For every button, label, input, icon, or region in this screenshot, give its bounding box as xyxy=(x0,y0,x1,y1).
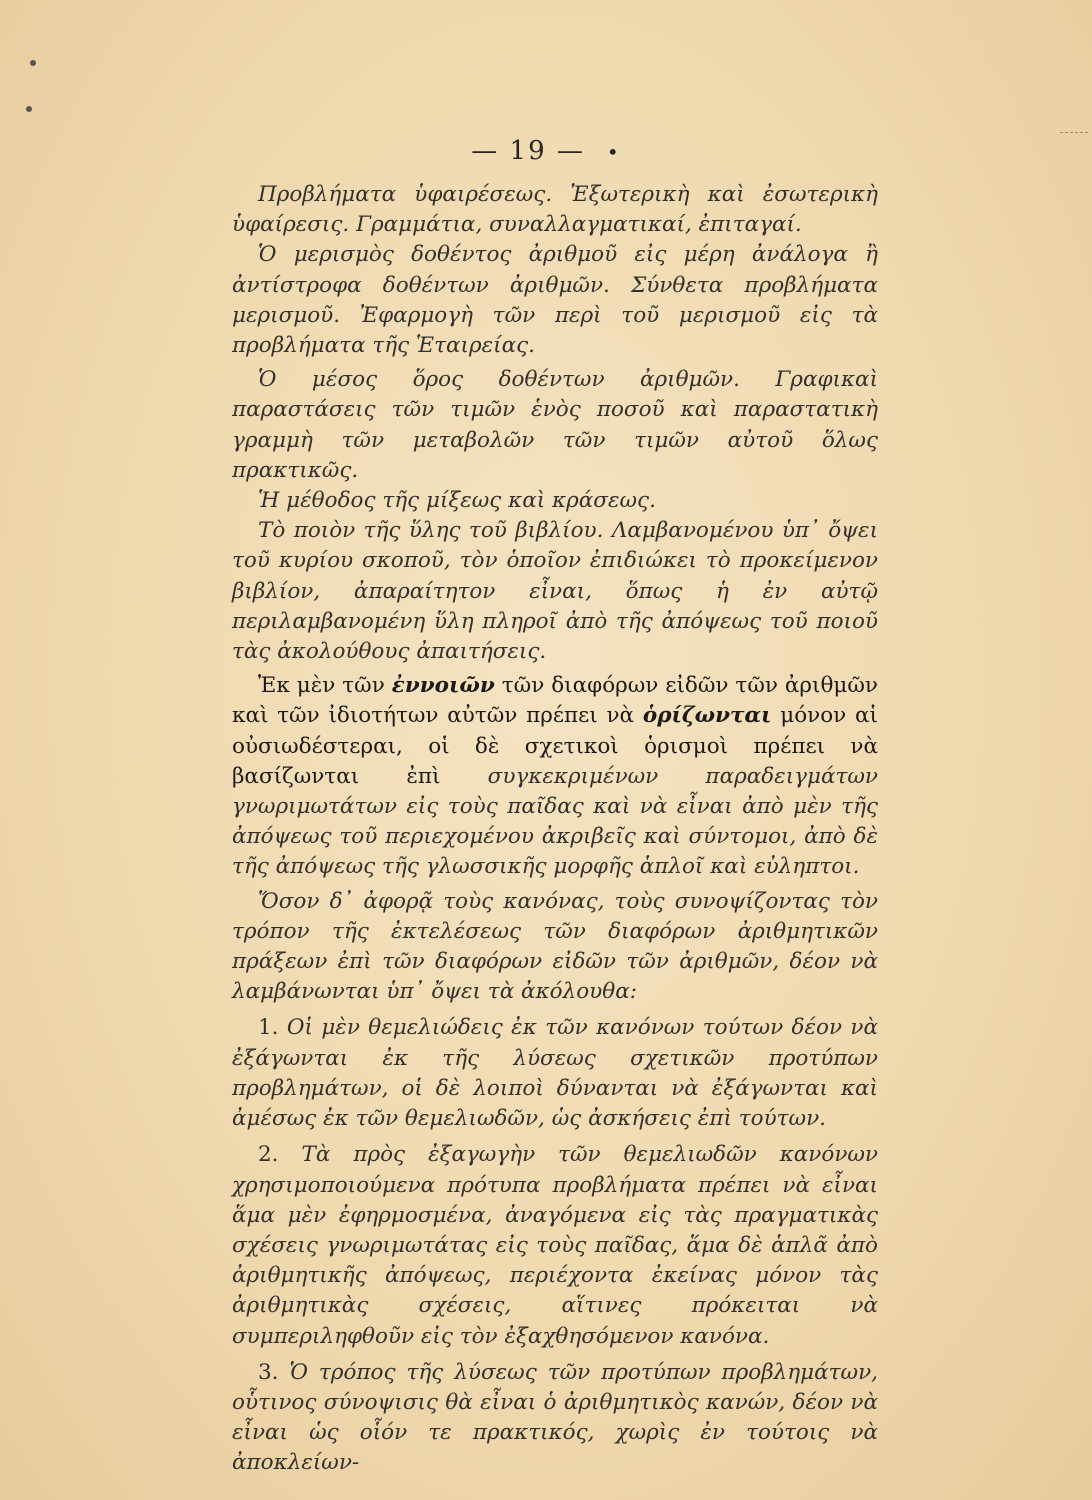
emphasis-term: ὁρίζωνται xyxy=(642,703,772,729)
paragraph: Ὅσον δ᾽ ἀφορᾷ τοὺς κανόνας, τοὺς συνοψίζοντας τὸν τρόπον τῆς ἐκτελέσεως τῶν διαφόρων ἀριθμητικῶν πράξεων ἐπὶ τῶν διαφόρων εἰδῶν τῶν ἀριθμῶν, δέον νὰ λαμβάνωνται ὑπ᾽ ὄψει τὰ ἀκόλουθα: xyxy=(232,888,878,1005)
paragraph: Ὁ μερισμὸς δοθέντος ἀριθμοῦ εἰς μέρη ἀνάλογα ἢ ἀντίστροφα δοθέντων ἀριθμῶν. Σύνθετα προβλήματα μερισμοῦ. Ἐφαρμογὴ τῶν περὶ τοῦ μερισμοῦ εἰς τὰ προβλήματα τῆς Ἑταιρείας. xyxy=(232,242,878,359)
item-number: 3. xyxy=(258,1359,279,1385)
margin-speck xyxy=(26,106,32,112)
page-number-dot: • xyxy=(606,140,621,164)
emphasis-term: ἐννοιῶν xyxy=(391,673,495,699)
text-run: τῶν διαφόρων εἰδῶν τῶν ἀριθμῶν καὶ τῶν ἰδιοτήτων αὐτῶν πρέπει νὰ xyxy=(232,673,878,729)
numbered-item xyxy=(232,1013,878,1134)
numbered-item xyxy=(232,1358,878,1479)
page-number-text: — 19 — xyxy=(471,136,585,166)
edge-mark xyxy=(1060,132,1088,133)
item-number: 1. xyxy=(258,1015,279,1041)
item-text: Ὁ τρόπος τῆς λύσεως τῶν προτύπων προβλημάτων, οὗτινος σύνοψισις θὰ εἶναι ὁ ἀριθμητικὸς κανών, δέον νὰ εἶναι ὡς οἷόν τε πρακτικός, χωρὶς ἐν τούτοις νὰ ἀποκλείων- xyxy=(232,1359,878,1476)
text-run: Ἐκ μὲν τῶν xyxy=(258,673,385,699)
margin-speck xyxy=(30,60,36,66)
paragraph-definitions xyxy=(232,671,878,882)
page-body xyxy=(232,180,878,1479)
item-text: Τὰ πρὸς ἐξαγωγὴν τῶν θεμελιωδῶν κανόνων χρησιμοποιούμενα πρότυπα προβλήματα πρέπει νὰ εἶναι ἅμα μὲν ἐφηρμοσμένα, ἀναγόμενα εἰς τὰς πραγματικὰς σχέσεις γνωριμωτάτας εἰς τοὺς παῖδας, ἅμα δὲ ἁπλᾶ ἀπὸ ἀριθμητικῆς ἀπόψεως, περιέχοντα ἐκείνας μόνον τὰς ἀριθμητικὰς σχέσεις, αἵτινες πρόκειται νὰ συμπεριληφθοῦν εἰς τὸν ἐξαχθησόμενον κανόνα. xyxy=(232,1142,878,1349)
item-number: 2. xyxy=(258,1142,279,1168)
paragraph: Τὸ ποιὸν τῆς ὕλης τοῦ βιβλίου. Λαμβανομένου ὑπ᾽ ὄψει τοῦ κυρίου σκοποῦ, τὸν ὁποῖον ἐπιδιώκει τὸ προκείμενον βιβλίον, ἀπαραίτητον εἶναι, ὅπως ἡ ἐν αὐτῷ περιλαμβανομένη ὕλη πληροῖ ἀπὸ τῆς ἀπόψεως τοῦ ποιοῦ τὰς ἀκολούθους ἀπαιτήσεις. xyxy=(232,518,878,665)
text-run: μόνον αἱ οὐσιωδέστεραι, οἱ δὲ σχετικοὶ ὁρισμοὶ πρέπει νὰ βασίζωνται ἐπὶ xyxy=(232,703,878,789)
item-text: Οἱ μὲν θεμελιώδεις ἐκ τῶν κανόνων τούτων δέον νὰ ἐξάγωνται ἐκ τῆς λύσεως σχετικῶν προτύπων προβλημάτων, οἱ δὲ λοιποὶ δύνανται νὰ ἐξάγωνται καὶ ἀμέσως ἐκ τῶν θεμελιωδῶν, ὡς ἀσκήσεις ἐπὶ τούτων. xyxy=(232,1015,878,1132)
text-run: συγκεκριμένων παραδειγμάτων γνωριμωτάτων εἰς τοὺς παῖδας καὶ νὰ εἶναι ἀπὸ μὲν τῆς ἀπόψεως τοῦ περιεχομένου ἀκριβεῖς καὶ σύντομοι, ἀπὸ δὲ τῆς ἀπόψεως τῆς γλωσσικῆς μορφῆς ἁπλοῖ καὶ εὐληπτοι. xyxy=(232,763,878,880)
page-number xyxy=(0,136,1092,166)
paragraph: Προβλήματα ὑφαιρέσεως. Ἐξωτερικὴ καὶ ἐσωτερικὴ ὑφαίρεσις. Γραμμάτια, συναλλαγματικαί, ἐπιταγαί. xyxy=(232,182,878,238)
paragraph: Ὁ μέσος ὅρος δοθέντων ἀριθμῶν. Γραφικαὶ παραστάσεις τῶν τιμῶν ἑνὸς ποσοῦ καὶ παραστατικὴ γραμμὴ τῶν μεταβολῶν τῶν τιμῶν αὐτοῦ ὅλως πρακτικῶς. xyxy=(232,367,878,483)
paragraph: Ἡ μέθοδος τῆς μίξεως καὶ κράσεως. xyxy=(258,488,656,514)
numbered-item xyxy=(232,1140,878,1351)
